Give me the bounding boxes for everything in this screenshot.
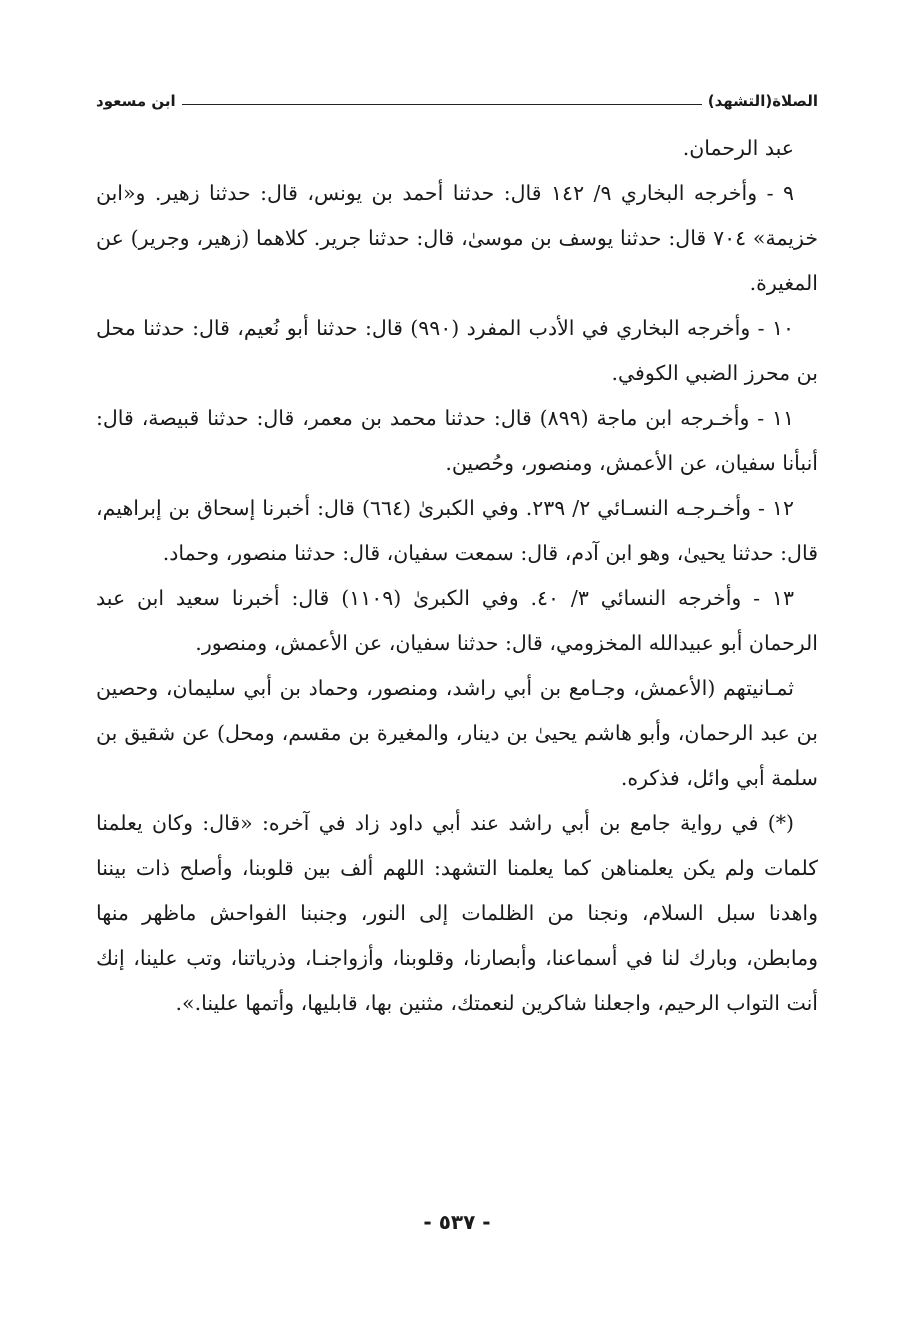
paragraph-takhrij-10: ١٠ - وأخرجه البخاري في الأدب المفرد (٩٩٠) قال: حدثنا أبو نُعيم، قال: حدثنا محل بن محرز الضبي الكوفي. bbox=[96, 316, 818, 385]
header-narrator: ابن مسعود bbox=[96, 92, 176, 110]
paragraph-summary: ثمـانيتهم (الأعمش، وجـامع بن أبي راشد، ومنصور، وحماد بن أبي سليمان، وحصين بن عبد الرحمان، وأبو هاشم يحيىٰ بن دينار، والمغيرة بن مقسم، ومحل) عن شقيق بن سلمة أبي وائل، فذكره. bbox=[96, 676, 818, 790]
body-text bbox=[96, 126, 818, 1026]
paragraph-continuation: عبد الرحمان. bbox=[682, 136, 794, 160]
running-header bbox=[96, 86, 818, 116]
paragraph-takhrij-9: ٩ - وأخرجه البخاري ٩/ ١٤٢ قال: حدثنا أحمد بن يونس، قال: حدثنا زهير. و«ابن خزيمة» ٧٠٤ قال: حدثنا يوسف بن موسىٰ، قال: حدثنا جرير. كلاهما (زهير، وجرير) عن المغيرة. bbox=[96, 181, 818, 295]
header-section-title: الصلاة(التشهد) bbox=[707, 92, 818, 110]
paragraph-footnote: (*) في رواية جامع بن أبي راشد عند أبي داود زاد في آخره: «قال: وكان يعلمنا كلمات ولم يكن يعلمناهن كما يعلمنا التشهد: اللهم ألف بين قلوبنا، وأصلح ذات بيننا واهدنا سبل السلام، ونجنا من الظلمات إلى النور، وجنبنا الفواحش ماظهر منها ومابطن، وبارك لنا في أسماعنا، وأبصارنا، وقلوبنا، وأزواجنـا، وذرياتنا، وتب علينا، إنك أنت التواب الرحيم، واجعلنا شاكرين لنعمتك، مثنين بها، قابليها، وأتمها علينا.». bbox=[96, 811, 818, 1015]
header-rule bbox=[182, 104, 702, 105]
paragraph-takhrij-12: ١٢ - وأخـرجـه النسـائي ٢/ ٢٣٩. وفي الكبرىٰ (٦٦٤) قال: أخبرنا إسحاق بن إبراهيم، قال: حدثنا يحيىٰ، وهو ابن آدم، قال: سمعت سفيان، قال: حدثنا منصور، وحماد. bbox=[96, 496, 818, 565]
paragraph-takhrij-11: ١١ - وأخـرجه ابن ماجة (٨٩٩) قال: حدثنا محمد بن معمر، قال: حدثنا قبيصة، قال: أنبأنا سفيان، عن الأعمش، ومنصور، وحُصين. bbox=[96, 406, 818, 475]
paragraph-takhrij-13: ١٣ - وأخرجه النسائي ٣/ ٤٠. وفي الكبرىٰ (١١٠٩) قال: أخبرنا سعيد ابن عبد الرحمان أبو عبيدالله المخزومي، قال: حدثنا سفيان، عن الأعمش، ومنصور. bbox=[96, 586, 818, 655]
page-number: - ٥٣٧ - bbox=[423, 1210, 491, 1234]
document-page bbox=[96, 86, 818, 1286]
